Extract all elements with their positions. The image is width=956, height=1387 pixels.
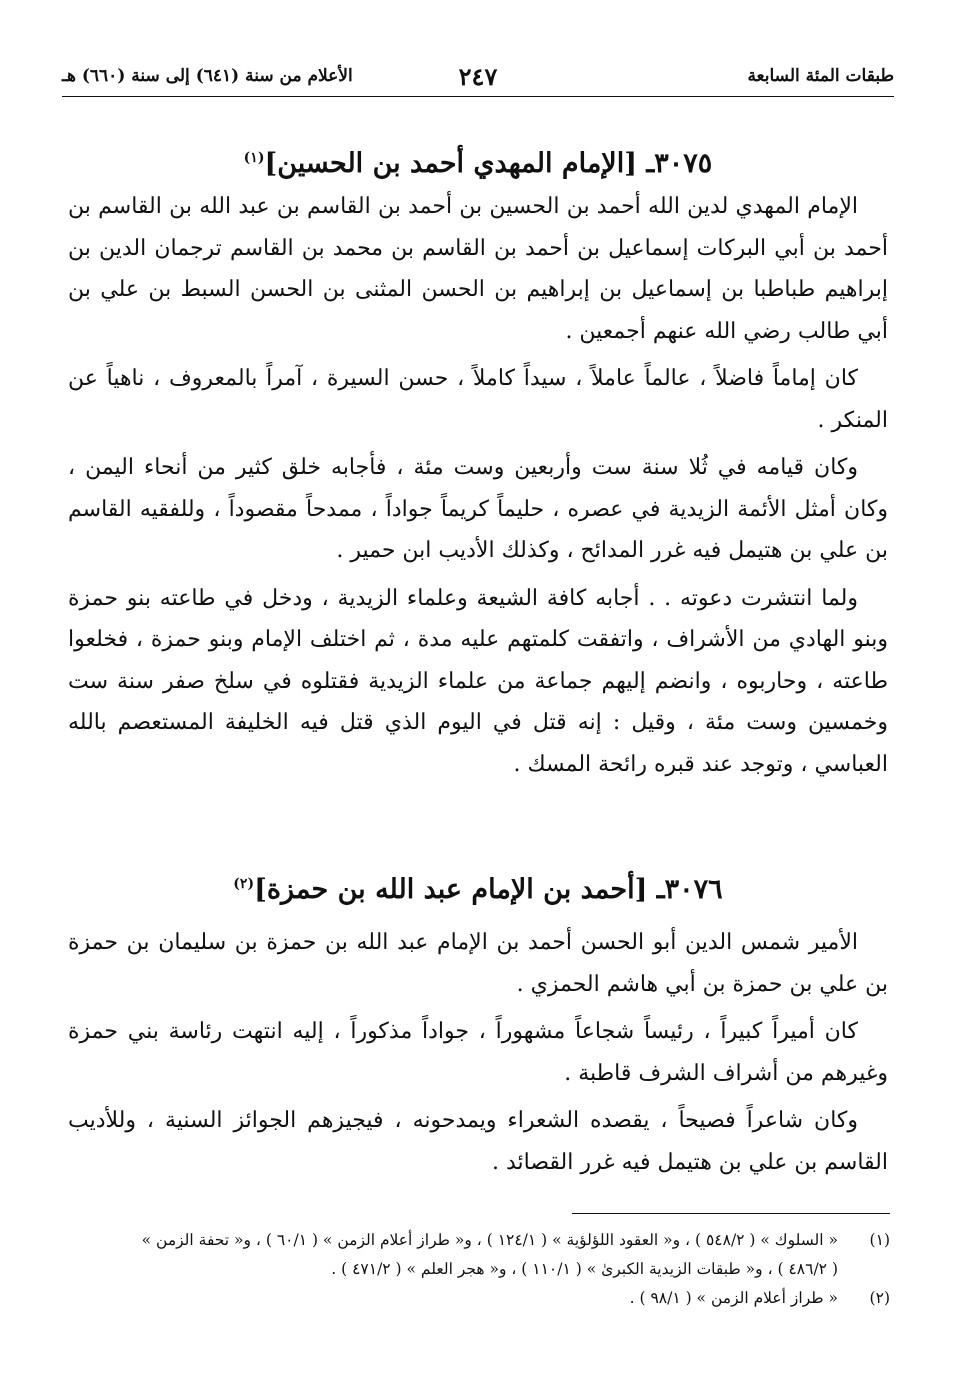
paragraph: كان أميراً كبيراً ، رئيساً شجاعاً مشهوراً ، جواداً مذكوراً ، إليه انتهت رئاسة بني حمزة وغيرهم من أشراف الشرف قاطبة . xyxy=(68,1019,888,1086)
paragraph: الإمام المهدي لدين الله أحمد بن الحسين بن أحمد بن القاسم بن عبد الله بن القاسم بن أحمد بن أبي البركات إسماعيل بن أحمد بن القاسم بن محمد بن القاسم ترجمان الدين بن إبراهيم طباطبا بن إسماعيل بن إبراهيم بن الحسن المثنى بن الحسن السبط بن علي بن أبي طالب رضي الله عنهم أجمعين . xyxy=(68,194,888,344)
paragraph: ولما انتشرت دعوته . . أجابه كافة الشيعة وعلماء الزيدية ، ودخل في طاعته بنو حمزة وبنو الهادي من الأشراف ، واتفقت كلمتهم عليه مدة ، ثم اختلف الإمام وبنو حمزة ، فخلعوا طاعته ، وحاربوه ، وانضم إليهم جماعة من علماء الزيدية فقتلوه في سلخ صفر سنة ست وخمسين وست مئة ، وقيل : إنه قتل في اليوم الذي قتل فيه الخليفة المستعصم بالله العباسي ، وتوجد عند قبره رائحة المسك . xyxy=(68,585,888,777)
entry-body xyxy=(68,922,888,1189)
entry-body xyxy=(68,186,888,791)
paragraph: وكان شاعراً فصيحاً ، يقصده الشعراء ويمدحونه ، فيجيزهم الجوائز السنية ، وللأديب القاسم بن علي بن هتيمل فيه غرر القصائد . xyxy=(68,1108,888,1175)
paragraph: الأمير شمس الدين أبو الحسن أحمد بن الإمام عبد الله بن حمزة بن سليمان بن حمزة بن علي بن حمزة بن أبي هاشم الحمزي . xyxy=(68,930,888,997)
entry-heading-text: ٣٠٧٥ـ [الإمام المهدي أحمد بن الحسين] xyxy=(264,148,713,179)
footnote-divider xyxy=(572,1213,890,1214)
paragraph: وكان قيامه في ثُلا سنة ست وأربعين وست مئة ، فأجابه خلق كثير من أنحاء اليمن ، وكان أمثل الأئمة الزيدية في عصره ، حليماً كريماً جواداً ، ممدحاً مقصوداً ، وللفقيه القاسم بن علي بن هتيمل فيه غرر المدائح ، وكذلك الأديب ابن حمير . xyxy=(68,455,888,563)
range-title: الأعلام من سنة (٦٤١) إلى سنة (٦٦٠) هـ xyxy=(62,66,353,86)
footnote xyxy=(66,1226,890,1284)
footnote-number: (٢) xyxy=(869,1289,890,1307)
footnote-line: ( ٤٨٦/٢ ) ، و« طبقات الزيدية الكبرىٰ » ( ١١٠/١ ) ، و« هجر العلم » ( ٤٧١/٢ ) . xyxy=(331,1260,838,1278)
footnote-line: « السلوك » ( ٥٤٨/٢ ) ، و« العقود اللؤلؤية » ( ١٢٤/١ ) ، و« طراز أعلام الزمن » ( ٦٠/١ ) ، و« تحفة الزمن » xyxy=(141,1231,838,1249)
entry-heading xyxy=(70,864,886,910)
footnote-ref: (٢) xyxy=(233,876,255,892)
page-number: ٢٤٧ xyxy=(458,62,498,91)
footnote xyxy=(66,1284,890,1313)
footnote-number: (١) xyxy=(869,1231,890,1249)
entry-heading-text: ٣٠٧٦ـ [أحمد بن الإمام عبد الله بن حمزة] xyxy=(254,874,723,905)
footnote-ref: (١) xyxy=(243,150,265,166)
paragraph: كان إماماً فاضلاً ، عالماً عاملاً ، سيداً كاملاً ، حسن السيرة ، آمراً بالمعروف ، ناهياً عن المنكر . xyxy=(68,366,888,433)
footnote-line: « طراز أعلام الزمن » ( ٩٨/١ ) . xyxy=(629,1289,838,1307)
section-title: طبقات المئة السابعة xyxy=(747,66,894,86)
running-header xyxy=(62,62,894,97)
entry-heading xyxy=(70,138,886,184)
footnotes xyxy=(66,1226,890,1313)
